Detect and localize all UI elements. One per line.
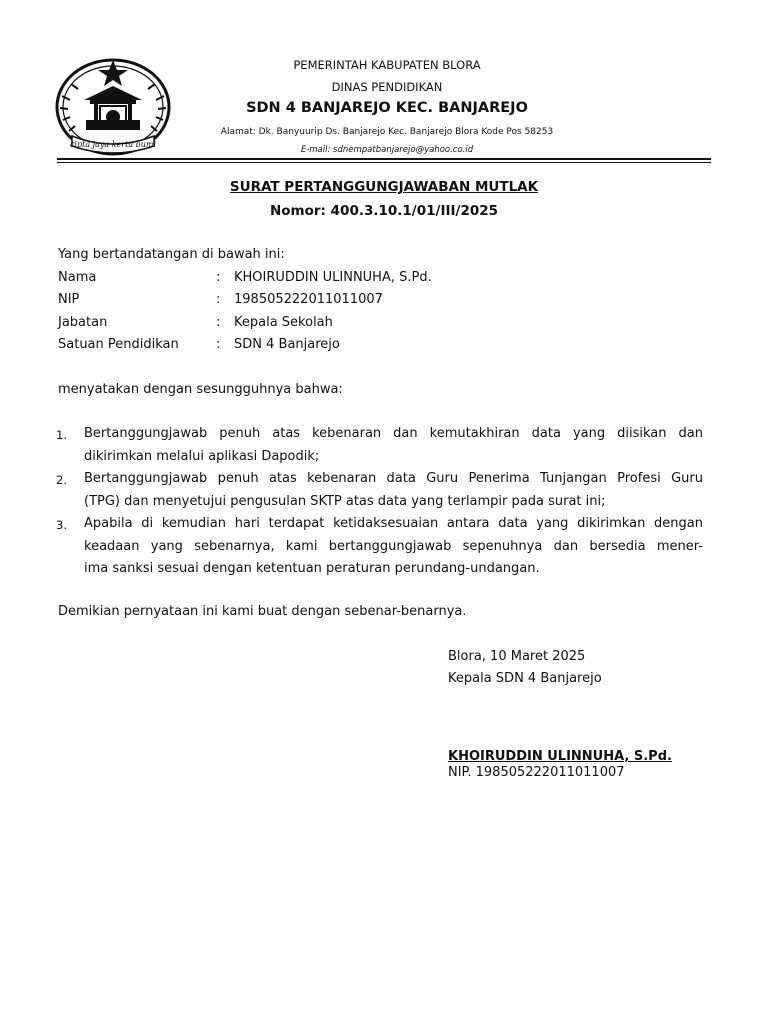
statement-text: menyatakan dengan sesungguhnya bahwa:: [58, 382, 343, 397]
letterhead-divider-thin: [57, 162, 711, 163]
letterhead-divider-thick: [57, 158, 711, 160]
identity-colon: :: [216, 292, 221, 307]
identity-value-unit: SDN 4 Banjarejo: [234, 337, 340, 352]
identity-colon: :: [216, 270, 221, 285]
list-item-line: (TPG) dan menyetujui pengusulan SKTP atas data yang terlampir pada surat ini;: [84, 493, 606, 509]
list-item-line: Bertanggungjawab penuh atas kebenaran dan kemutakhiran data yang diisikan dan: [84, 426, 703, 441]
letter-title: SURAT PERTANGGUNGJAWABAN MUTLAK: [229, 179, 539, 195]
school-name: SDN 4 BANJAREJO KEC. BANJAREJO: [246, 100, 528, 116]
identity-label-name: Nama: [58, 270, 97, 285]
intro-text: Yang bertandatangan di bawah ini:: [58, 247, 285, 262]
school-address: Alamat: Dk. Banyuurip Ds. Banjarejo Kec. Banjarejo Blora Kode Pos 58253: [220, 127, 554, 137]
list-item-number: 2.: [56, 473, 67, 487]
list-item-number: 1.: [56, 428, 67, 442]
identity-value-name: KHOIRUDDIN ULINNUHA, S.Pd.: [234, 270, 432, 285]
school-email: E-mail: sdnempatbanjarejo@yahoo.co.id: [300, 145, 474, 155]
list-item-line: Apabila di kemudian hari terdapat ketidaksesuaian antara data yang dikirimkan dengan: [84, 516, 703, 531]
identity-label-position: Jabatan: [58, 315, 108, 330]
signature-nip: NIP. 198505222011011007: [448, 765, 625, 780]
department-name: DINAS PENDIDIKAN: [331, 80, 443, 94]
list-item-line: Bertanggungjawab penuh atas kebenaran data Guru Penerima Tunjangan Profesi Guru: [84, 471, 703, 486]
identity-colon: :: [216, 315, 221, 330]
identity-label-unit: Satuan Pendidikan: [58, 337, 179, 352]
signature-place-date: Blora, 10 Maret 2025: [448, 649, 586, 664]
letter-number: Nomor: 400.3.10.1/01/III/2025: [269, 203, 499, 219]
list-item-line: dikirimkan melalui aplikasi Dapodik;: [84, 448, 320, 464]
closing-text: Demikian pernyataan ini kami buat dengan sebenar-benarnya.: [58, 604, 467, 619]
government-name: PEMERINTAH KABUPATEN BLORA: [293, 58, 481, 72]
regency-emblem-logo: [54, 56, 172, 158]
list-item-line: keadaan yang sebenarnya, kami bertanggungjawab sepenuhnya dan bersedia mener-: [84, 538, 703, 554]
list-item-number: 3.: [56, 518, 67, 532]
signature-position: Kepala SDN 4 Banjarejo: [448, 671, 602, 686]
identity-value-nip: 198505222011011007: [234, 292, 383, 307]
list-item-line: ima sanksi sesuai dengan ketentuan peraturan perundang-undangan.: [84, 561, 540, 576]
signature-name: KHOIRUDDIN ULINNUHA, S.Pd.: [448, 749, 672, 764]
identity-value-position: Kepala Sekolah: [234, 315, 333, 330]
identity-label-nip: NIP: [58, 292, 80, 307]
logo-motto: cipta jaya kerta bumi: [69, 140, 157, 149]
identity-colon: :: [216, 337, 221, 352]
